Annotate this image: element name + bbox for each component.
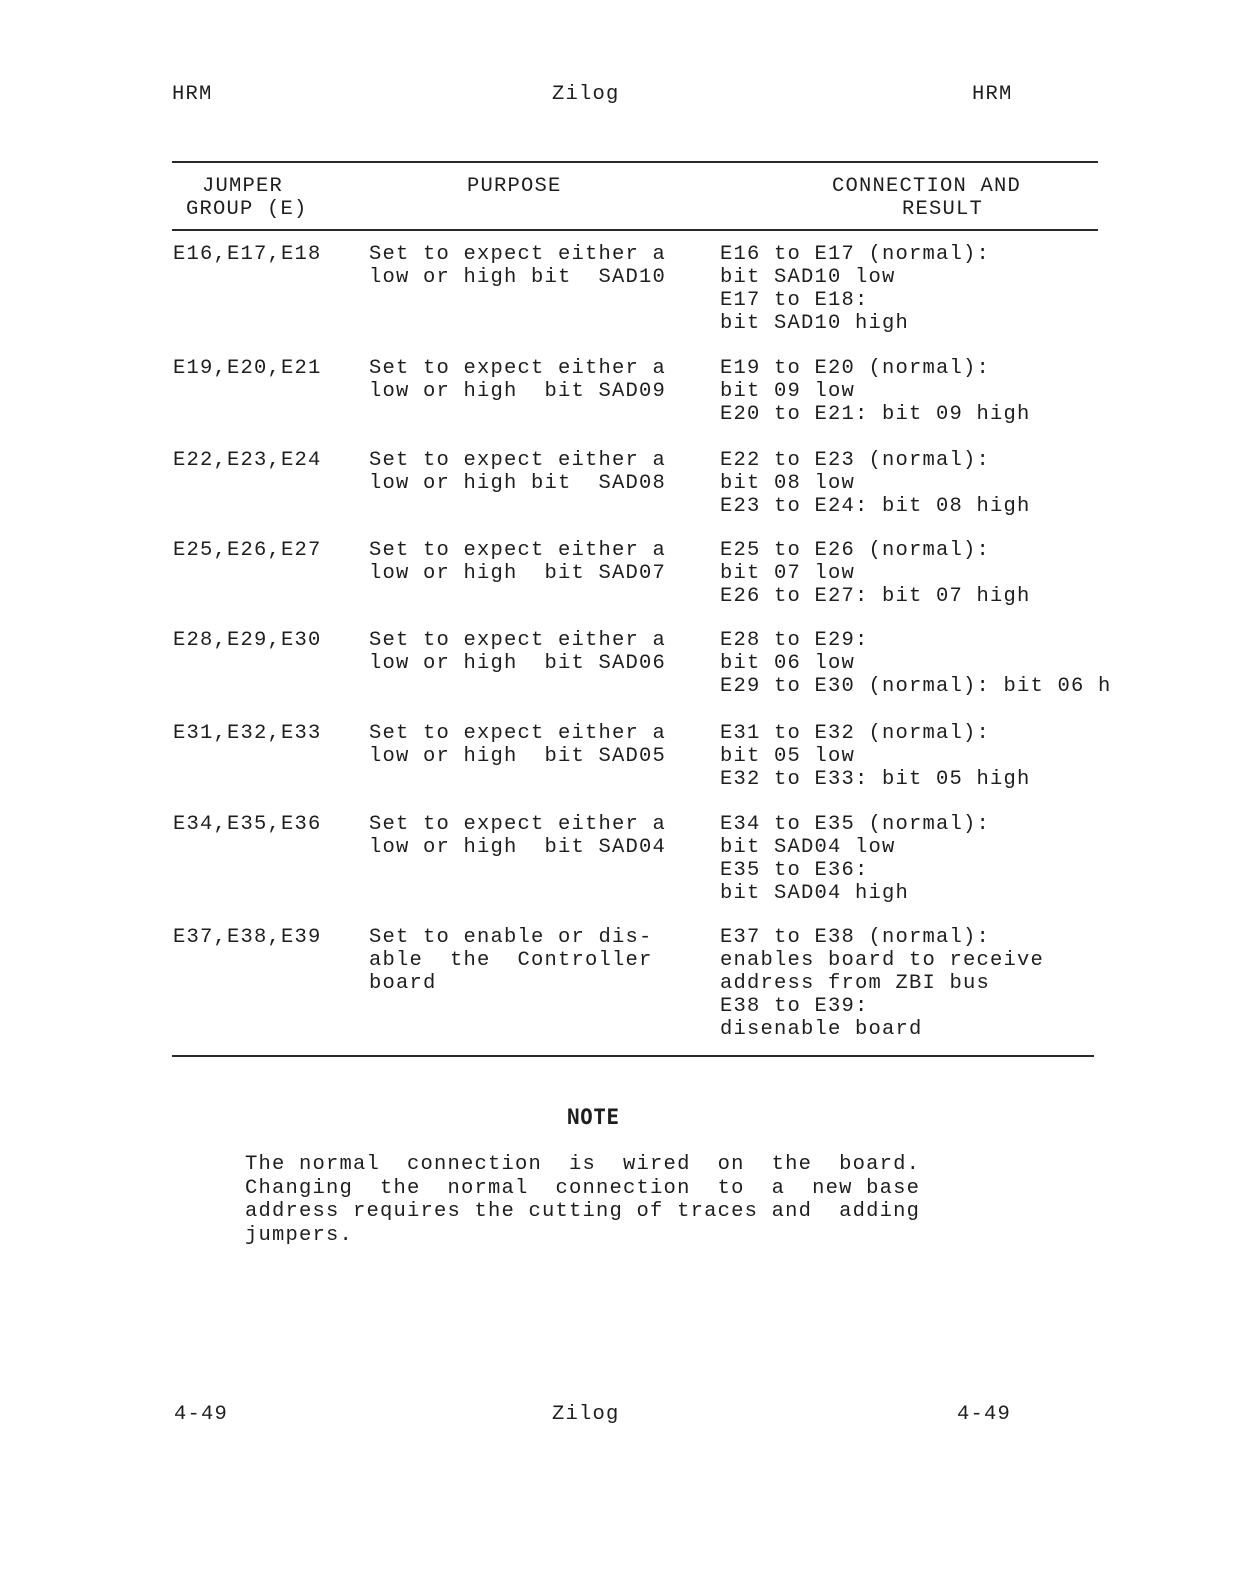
connection-line: E25 to E26 (normal): <box>720 539 991 562</box>
purpose-line: low or high bit SAD05 <box>369 745 667 768</box>
purpose-line: low or high bit SAD08 <box>369 472 667 495</box>
footer-center: Zilog <box>552 1403 620 1426</box>
header-jumper-line-1: JUMPER <box>202 175 284 198</box>
row-purpose <box>369 926 653 995</box>
connection-line: E35 to E36: <box>720 859 869 882</box>
purpose-line: Set to expect either a <box>369 813 667 836</box>
row-purpose <box>369 539 666 585</box>
connection-line: E16 to E17 (normal): <box>720 243 991 266</box>
row-group: E31,E32,E33 <box>173 722 322 745</box>
note-title: NOTE <box>567 1105 620 1129</box>
purpose-line: low or high bit SAD10 <box>369 266 667 289</box>
purpose-line: board <box>369 972 437 995</box>
connection-line: bit SAD04 low <box>720 836 896 859</box>
row-connection <box>720 449 1031 518</box>
table-top-rule <box>172 161 1098 163</box>
purpose-line: Set to expect either a <box>369 629 667 652</box>
row-connection <box>720 629 1112 698</box>
footer-left-page-number: 4-49 <box>174 1403 229 1426</box>
row-group: E16,E17,E18 <box>173 243 322 266</box>
header-jumper-line-2: GROUP (E) <box>186 198 308 221</box>
connection-line: bit 09 low <box>720 380 856 403</box>
purpose-line: Set to expect either a <box>369 539 667 562</box>
connection-line: E20 to E21: bit 09 high <box>720 403 1031 426</box>
connection-line: bit SAD04 high <box>720 882 910 905</box>
connection-line: E37 to E38 (normal): <box>720 926 991 949</box>
connection-line: E32 to E33: bit 05 high <box>720 768 1031 791</box>
connection-line: E23 to E24: bit 08 high <box>720 495 1031 518</box>
header-connection-line-1: CONNECTION AND <box>832 175 1022 198</box>
purpose-line: Set to expect either a <box>369 243 667 266</box>
connection-line: E29 to E30 (normal): bit 06 h <box>720 675 1112 698</box>
row-group: E28,E29,E30 <box>173 629 322 652</box>
purpose-line: low or high bit SAD06 <box>369 652 667 675</box>
connection-line: E31 to E32 (normal): <box>720 722 991 745</box>
table-bottom-rule <box>172 1055 1094 1057</box>
connection-line: bit SAD10 high <box>720 312 910 335</box>
row-purpose <box>369 813 666 859</box>
row-group: E34,E35,E36 <box>173 813 322 836</box>
purpose-line: Set to expect either a <box>369 449 667 472</box>
purpose-line: low or high bit SAD07 <box>369 562 667 585</box>
purpose-line: Set to enable or dis- <box>369 926 653 949</box>
row-connection <box>720 357 1031 426</box>
purpose-line: Set to expect either a <box>369 722 667 745</box>
connection-line: bit 07 low <box>720 562 856 585</box>
header-connection <box>832 175 1021 221</box>
row-group: E37,E38,E39 <box>173 926 322 949</box>
header-purpose <box>467 175 562 198</box>
connection-line: E22 to E23 (normal): <box>720 449 991 472</box>
connection-line: E38 to E39: <box>720 995 869 1018</box>
connection-line: bit 08 low <box>720 472 856 495</box>
connection-line: E19 to E20 (normal): <box>720 357 991 380</box>
header-center: Zilog <box>552 83 620 106</box>
row-purpose <box>369 722 666 768</box>
header-right: HRM <box>972 83 1013 106</box>
connection-line: bit 06 low <box>720 652 856 675</box>
header-jumper-group <box>186 175 308 221</box>
purpose-line: Set to expect either a <box>369 357 667 380</box>
row-connection <box>720 722 1031 791</box>
row-purpose <box>369 629 666 675</box>
row-group: E25,E26,E27 <box>173 539 322 562</box>
header-left: HRM <box>172 83 213 106</box>
note-line: Changing the normal connection to a new base <box>245 1176 921 1200</box>
note-line: The normal connection is wired on the board. <box>245 1153 921 1176</box>
row-purpose <box>369 449 666 495</box>
row-connection <box>720 539 1031 608</box>
row-connection <box>720 926 1044 1041</box>
note-line: address requires the cutting of traces and adding <box>245 1200 921 1223</box>
note-body <box>245 1153 920 1247</box>
connection-line: address from ZBI bus <box>720 972 991 995</box>
connection-line: E34 to E35 (normal): <box>720 813 991 836</box>
connection-line: E26 to E27: bit 07 high <box>720 585 1031 608</box>
row-purpose <box>369 357 666 403</box>
table-header-rule <box>172 229 1098 231</box>
row-connection <box>720 813 990 905</box>
header-purpose-line-1: PURPOSE <box>467 175 562 198</box>
row-group: E19,E20,E21 <box>173 357 322 380</box>
header-connection-line-2: RESULT <box>902 198 984 221</box>
connection-line: E28 to E29: <box>720 629 869 652</box>
purpose-line: low or high bit SAD04 <box>369 836 667 859</box>
purpose-line: low or high bit SAD09 <box>369 380 667 403</box>
connection-line: E17 to E18: <box>720 289 869 312</box>
purpose-line: able the Controller <box>369 949 653 972</box>
connection-line: disenable board <box>720 1018 923 1041</box>
connection-line: bit SAD10 low <box>720 266 896 289</box>
row-purpose <box>369 243 666 289</box>
connection-line: enables board to receive <box>720 949 1045 972</box>
note-line: jumpers. <box>245 1223 354 1247</box>
footer-right-page-number: 4-49 <box>957 1403 1012 1426</box>
row-connection <box>720 243 990 335</box>
row-group: E22,E23,E24 <box>173 449 322 472</box>
connection-line: bit 05 low <box>720 745 856 768</box>
